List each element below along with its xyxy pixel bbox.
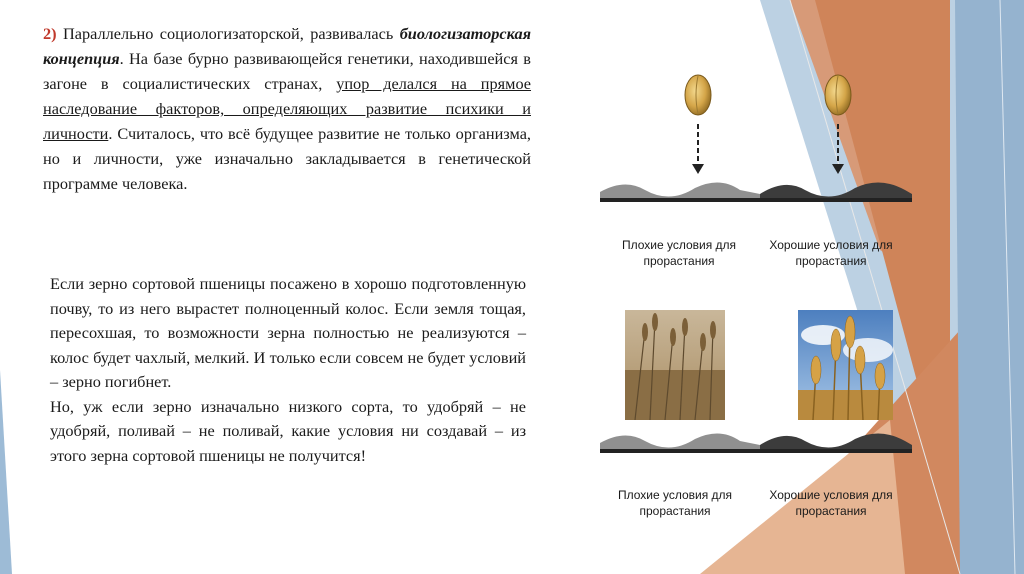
seed-right-icon (825, 75, 851, 115)
arrowhead-left-icon (692, 164, 704, 174)
caption-bottom-bad: Плохие условия для прорастания (617, 488, 733, 518)
blue-left-strip (0, 370, 12, 574)
dry-wheat-photo (625, 310, 725, 420)
caption-top-bad: Плохие условия для прорастания (621, 238, 737, 268)
paragraph1-text-c: . Считалось, что всё будущее развитие не только организма, но и личности, уже изначально закладывается в генетической программе человека. (43, 124, 531, 193)
soil-top-base (600, 198, 912, 202)
paragraph-wheat-analogy (50, 272, 526, 468)
soil-bottom (590, 425, 920, 455)
seed-planting-diagram (590, 70, 920, 210)
paragraph1-text-b: . На базе бурно развивающейся генетики, находившейся в загоне в социалистических странах, (43, 49, 531, 93)
wheat-text-2: Но, уж если зерно изначально низкого сорта, то удобряй – не удобряй, поливай – не поливай, какие условия ни создавай – из этого зерна сортовой пшеницы не получится! (50, 396, 526, 465)
wheat-text-1: Если зерно сортовой пшеницы посажено в хорошо подготовленную почву, то из него вырастет полноценный колос. Если земля тощая, пересохшая, то возможности зерна полностью не реализуются – колос будет чахлый, мелкий. И только если совсем не будет условий – зерно погибнет. (50, 274, 526, 391)
blue-right-edge (955, 0, 1024, 574)
caption-top-good: Хорошие условия для прорастания (769, 238, 893, 268)
underlined-statement: упор делался на прямое наследование факторов, определяющих развитие психики и личности (43, 74, 532, 143)
arrowhead-right-icon (832, 164, 844, 174)
item-number: 2) (43, 24, 57, 43)
paragraph-biological-concept (43, 21, 531, 196)
seed-left-icon (685, 75, 711, 115)
healthy-wheat-photo (798, 310, 893, 420)
caption-bottom-good: Хорошие условия для прорастания (769, 488, 893, 518)
paragraph1-text-a: Параллельно социологизаторской, развивалась (56, 24, 400, 43)
concept-term: биологизаторская концепция (43, 24, 531, 68)
